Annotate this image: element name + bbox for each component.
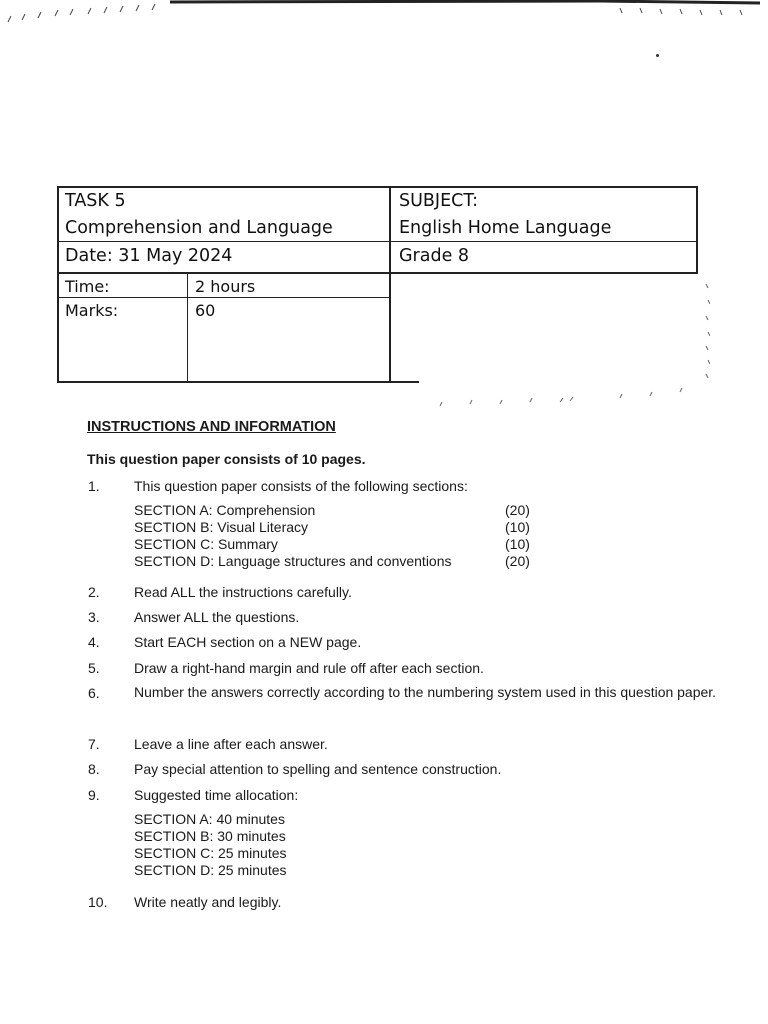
scan-speck	[656, 54, 659, 57]
item-text: This question paper consists of the following sections:	[134, 478, 468, 494]
table-mid-divider	[389, 186, 391, 383]
time-label: Time:	[65, 277, 110, 296]
subject-label: SUBJECT:	[399, 191, 479, 211]
marks-label: Marks:	[65, 301, 119, 320]
item-text: Write neatly and legibly.	[134, 894, 282, 910]
subject-name: English Home Language	[399, 218, 612, 238]
table-right-border	[696, 186, 698, 273]
time-allocation: SECTION D: 25 minutes	[134, 862, 287, 878]
scan-edge-artifact	[0, 0, 768, 24]
marks-value: 60	[195, 301, 216, 320]
item-number: 2.	[88, 584, 100, 600]
item-text: Answer ALL the questions.	[134, 609, 300, 625]
item-number: 6.	[88, 685, 100, 701]
item-text: Suggested time allocation:	[134, 787, 299, 803]
section-name: SECTION C: Summary	[134, 536, 278, 552]
item-text: Leave a line after each answer.	[134, 736, 328, 752]
grade: Grade 8	[399, 246, 470, 266]
table-row-line-3	[57, 297, 391, 298]
section-marks: (10)	[505, 536, 530, 552]
section-marks: (10)	[505, 519, 530, 535]
item-number: 7.	[88, 736, 100, 752]
item-text: Pay special attention to spelling and sentence construction.	[134, 761, 502, 777]
table-bottom-border	[57, 381, 419, 383]
table-row-line-2	[57, 272, 698, 274]
item-number: 3.	[88, 609, 100, 625]
table-row-line-1	[57, 241, 698, 242]
instructions-heading: INSTRUCTIONS AND INFORMATION	[87, 419, 336, 435]
scan-marks	[420, 280, 710, 410]
time-allocation: SECTION C: 25 minutes	[134, 845, 287, 861]
item-number: 10.	[88, 894, 108, 910]
section-name: SECTION B: Visual Literacy	[134, 519, 309, 535]
table-inner-divider	[187, 272, 188, 382]
item-text: Start EACH section on a NEW page.	[134, 634, 362, 650]
time-value: 2 hours	[195, 277, 256, 296]
item-text: Read ALL the instructions carefully.	[134, 584, 352, 600]
section-name: SECTION A: Comprehension	[134, 502, 316, 518]
item-text: Draw a right-hand margin and rule off after each section.	[134, 660, 484, 676]
section-marks: (20)	[505, 502, 530, 518]
time-allocation: SECTION A: 40 minutes	[134, 811, 285, 827]
table-outer-top	[57, 186, 698, 188]
item-number: 9.	[88, 787, 100, 803]
item-number: 1.	[88, 478, 100, 494]
section-marks: (20)	[505, 553, 530, 569]
item-text: Number the answers correctly according to the numbering system used in this question paper.	[134, 684, 717, 700]
time-allocation: SECTION B: 30 minutes	[134, 828, 286, 844]
item-number: 8.	[88, 761, 100, 777]
item-number: 5.	[88, 660, 100, 676]
section-name: SECTION D: Language structures and conventions	[134, 553, 452, 569]
exam-date: Date: 31 May 2024	[65, 246, 233, 266]
table-left-border	[57, 186, 59, 383]
task-number: TASK 5	[65, 191, 126, 211]
item-number: 4.	[88, 634, 100, 650]
pages-note: This question paper consists of 10 pages.	[87, 451, 366, 467]
paper-title: Comprehension and Language	[65, 218, 333, 238]
